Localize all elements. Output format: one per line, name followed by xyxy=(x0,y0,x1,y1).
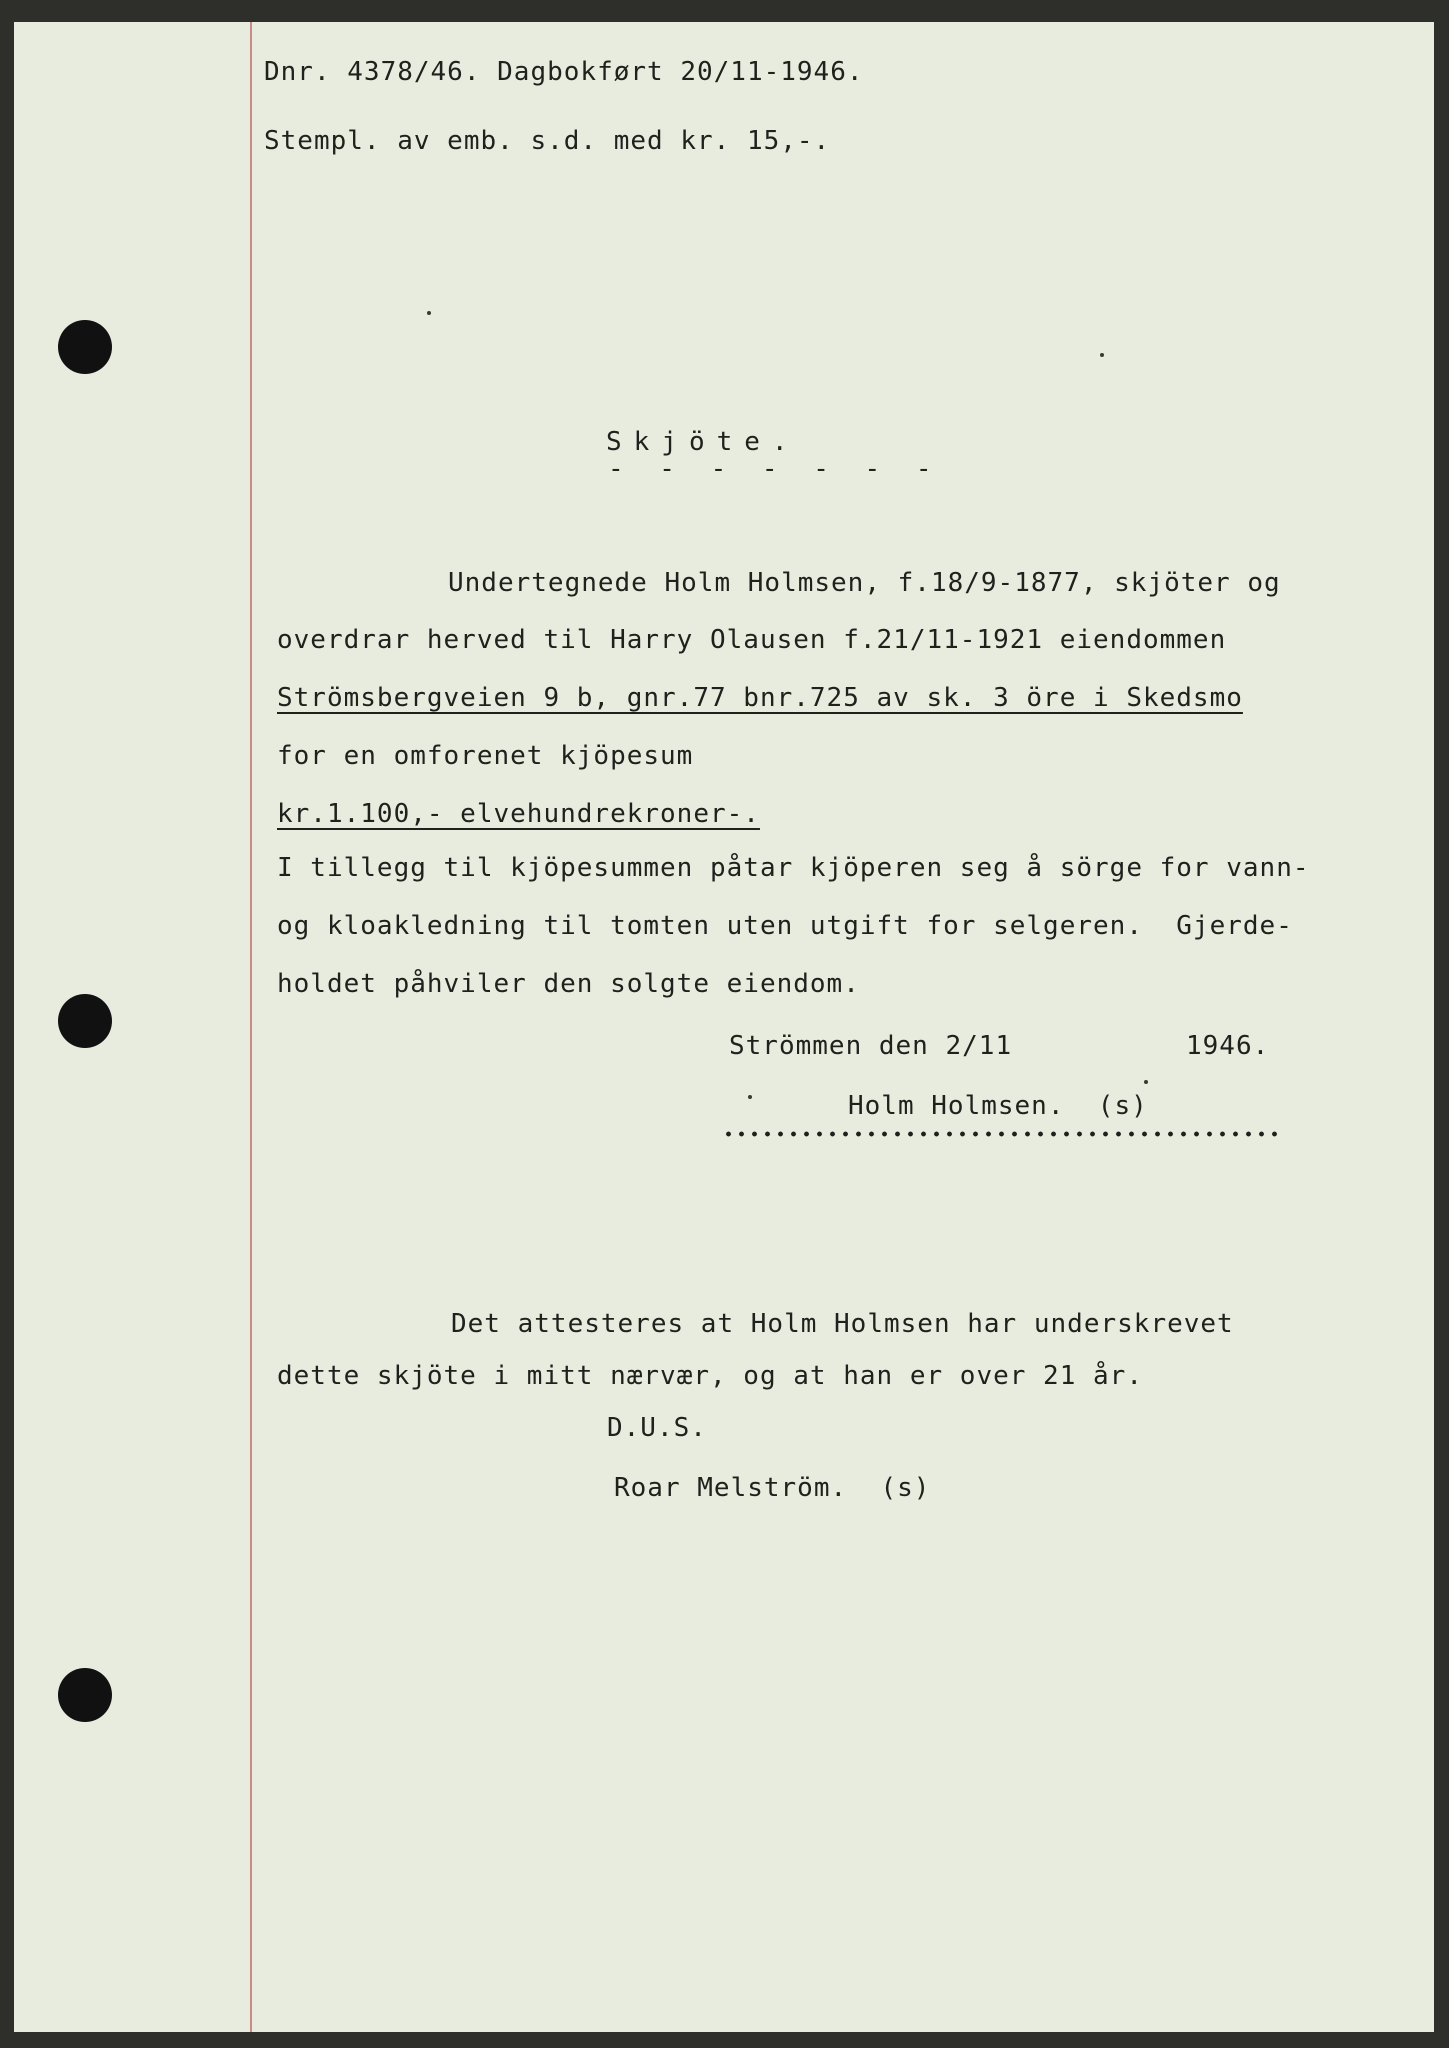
attestation-abbrev: D.U.S. xyxy=(607,1413,707,1443)
paper-speck xyxy=(427,311,431,315)
attestation-line: Det attesteres at Holm Holmsen har underskrevet xyxy=(451,1309,1234,1339)
witness-name: Roar Melström. (s) xyxy=(614,1473,931,1503)
signature-dotted-line xyxy=(722,1130,1282,1138)
signer-name: Holm Holmsen. (s) xyxy=(848,1091,1148,1121)
body-line: I tillegg til kjöpesummen påtar kjöperen seg å sörge for vann- xyxy=(277,853,1310,883)
title-underline-dashes: - - - - - - - xyxy=(608,454,942,484)
property-line: Strömsbergveien 9 b, gnr.77 bnr.725 av sk. 3 öre i Skedsmo xyxy=(277,683,1243,713)
document-title: Skjöte. xyxy=(606,427,800,457)
margin-rule xyxy=(250,22,252,2032)
punch-hole xyxy=(58,994,112,1048)
signature-year: 1946. xyxy=(1186,1031,1270,1061)
registration-line: Dnr. 4378/46. Dagbokført 20/11-1946. xyxy=(264,57,864,87)
stamp-line: Stempl. av emb. s.d. med kr. 15,-. xyxy=(264,126,831,156)
punch-hole xyxy=(58,320,112,374)
body-line: for en omforenet kjöpesum xyxy=(277,741,694,771)
paper-speck xyxy=(1100,353,1104,357)
paper-speck xyxy=(748,1095,752,1099)
body-line: Undertegnede Holm Holmsen, f.18/9-1877, skjöter og xyxy=(448,568,1281,598)
signature-place-date: Strömmen den 2/11 xyxy=(729,1031,1013,1061)
paper-speck xyxy=(1144,1080,1148,1084)
body-line: overdrar herved til Harry Olausen f.21/11-1921 eiendommen xyxy=(277,625,1227,655)
body-line: holdet påhviler den solgte eiendom. xyxy=(277,969,860,999)
body-line: og kloakledning til tomten uten utgift for selgeren. Gjerde- xyxy=(277,911,1293,941)
price-line: kr.1.100,- elvehundrekroner-. xyxy=(277,799,760,829)
document-page xyxy=(14,22,1434,2032)
attestation-line: dette skjöte i mitt nærvær, og at han er over 21 år. xyxy=(277,1361,1143,1391)
punch-hole xyxy=(58,1668,112,1722)
